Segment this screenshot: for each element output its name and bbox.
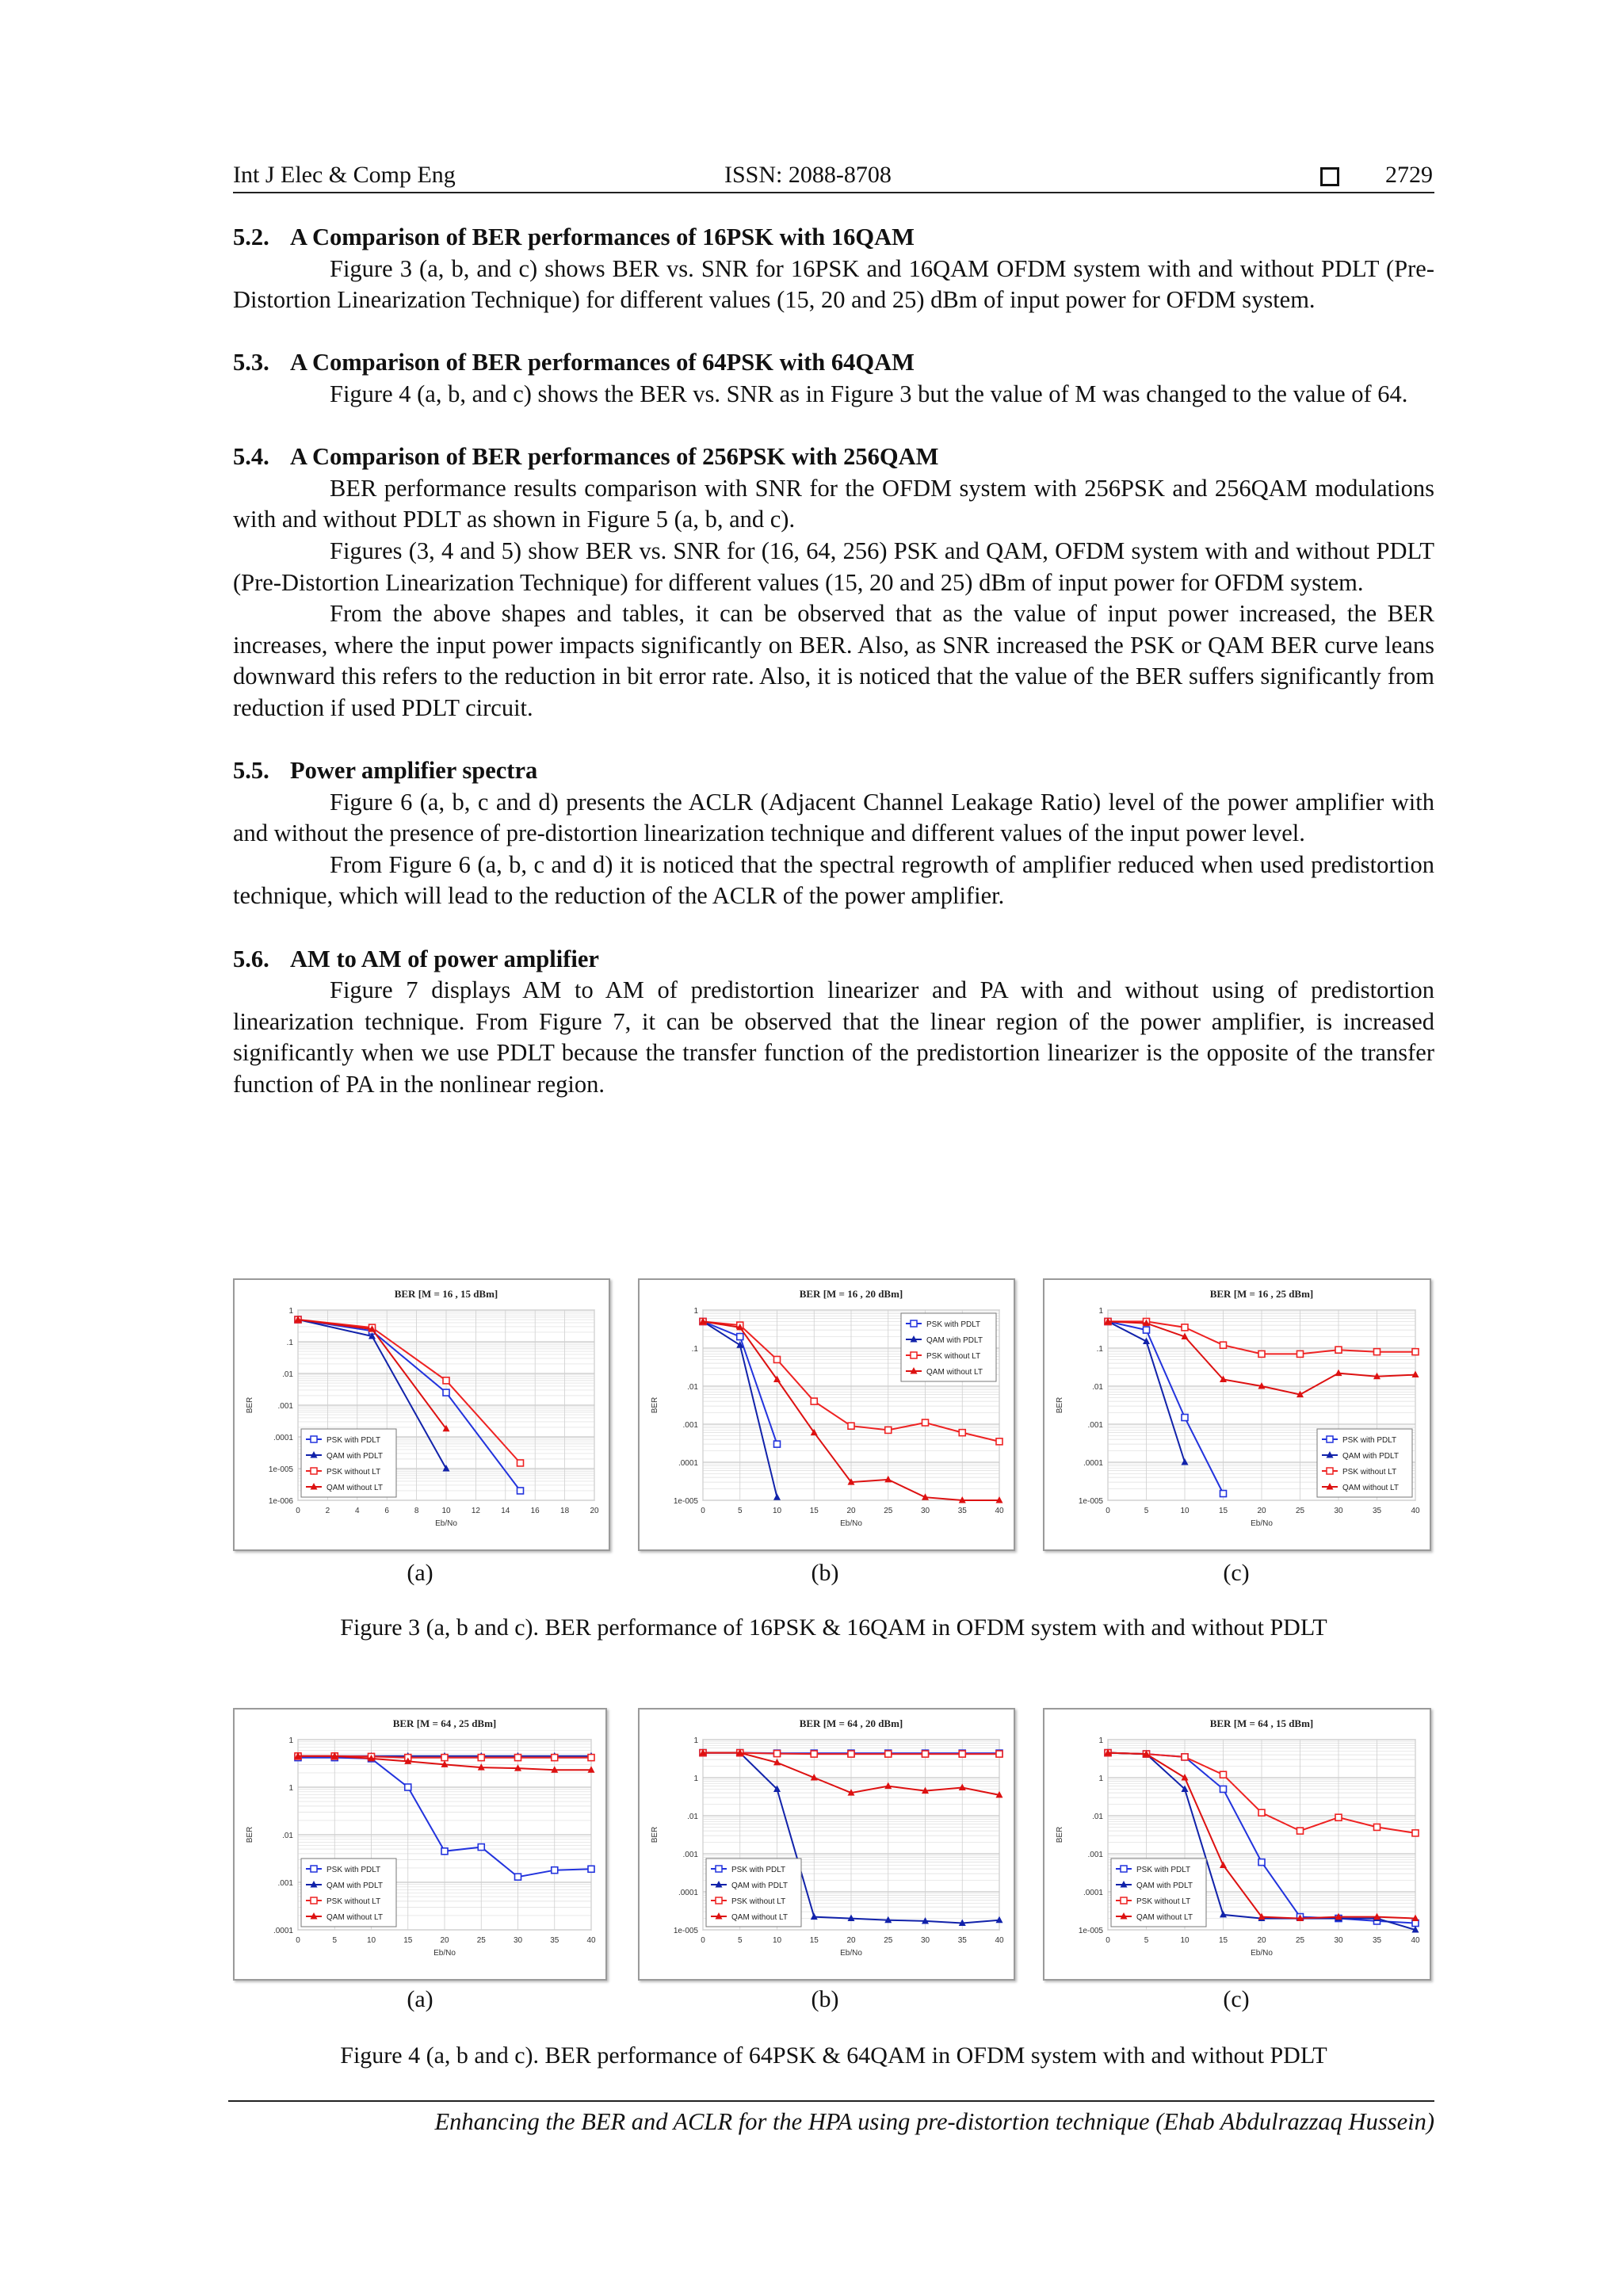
section-title: A Comparison of BER performances of 64PSK with 64QAM — [290, 349, 915, 376]
legend-marker — [1327, 1468, 1333, 1474]
section-heading — [233, 944, 1434, 976]
y-tick-label: .001 — [277, 1879, 293, 1888]
data-point — [517, 1488, 524, 1494]
x-tick-label: 10 — [772, 1936, 782, 1945]
y-tick-label: 1e-005 — [673, 1927, 698, 1935]
x-tick-label: 35 — [1372, 1936, 1382, 1945]
x-tick-label: 30 — [920, 1936, 930, 1945]
section-title: A Comparison of BER performances of 256PSK with 256QAM — [290, 443, 939, 471]
y-tick-label: .0001 — [678, 1889, 698, 1897]
y-tick-label: .001 — [682, 1851, 698, 1859]
x-tick-label: 0 — [296, 1507, 300, 1515]
paragraph: Figures (3, 4 and 5) show BER vs. SNR for (16, 64, 256) PSK and QAM, OFDM system with and without PDLT (Pre-Distortion Linearization Technique) for different values (15, 20 and 25) dBm of input power for OFDM system. — [233, 537, 1434, 596]
chart-title: BER [M = 16 , 20 dBm] — [799, 1288, 903, 1300]
data-point — [885, 1427, 892, 1433]
x-tick-label: 25 — [884, 1507, 893, 1515]
x-tick-label: 25 — [476, 1936, 486, 1945]
legend-entry: PSK with PDLT — [1342, 1436, 1397, 1445]
legend-entry: PSK with PDLT — [327, 1866, 381, 1874]
x-tick-label: 15 — [809, 1936, 819, 1945]
data-point — [1412, 1830, 1419, 1836]
chart-title: BER [M = 16 , 15 dBm] — [394, 1288, 498, 1300]
x-tick-label: 30 — [1334, 1507, 1343, 1515]
running-footer: Enhancing the BER and ACLR for the HPA using pre-distortion technique (Ehab Abdulrazzaq Hussein) — [228, 2100, 1434, 2136]
legend-marker — [716, 1897, 722, 1904]
legend-entry: QAM with PDLT — [1136, 1881, 1193, 1890]
y-tick-label: 1 — [693, 1736, 698, 1745]
legend-entry: QAM with PDLT — [1342, 1452, 1399, 1461]
x-tick-label: 25 — [1295, 1936, 1305, 1945]
y-tick-label: 1e-005 — [1078, 1497, 1103, 1506]
legend-entry: QAM without LT — [1136, 1913, 1193, 1922]
x-tick-label: 15 — [1218, 1507, 1228, 1515]
y-tick-label: .1 — [1096, 1345, 1103, 1354]
x-tick-label: 0 — [1106, 1507, 1110, 1515]
section-title: A Comparison of BER performances of 16PSK with 16QAM — [290, 223, 915, 250]
y-tick-label: 1 — [693, 1307, 698, 1316]
x-tick-label: 0 — [701, 1936, 705, 1945]
legend-entry: QAM without LT — [327, 1484, 383, 1492]
x-tick-label: 5 — [1144, 1936, 1149, 1945]
y-tick-label: .1 — [286, 1339, 293, 1347]
data-point — [443, 1377, 449, 1384]
data-point — [1182, 1754, 1188, 1760]
chart-svg — [640, 1280, 1014, 1549]
chart-title: BER [M = 64 , 25 dBm] — [392, 1717, 497, 1729]
section-number: 5.6. — [233, 945, 269, 972]
x-tick-label: 20 — [440, 1936, 449, 1945]
data-point — [441, 1848, 448, 1855]
chart-svg — [1044, 1280, 1430, 1549]
section-number: 5.3. — [233, 349, 269, 376]
y-tick-label: .001 — [277, 1402, 293, 1411]
data-point — [1182, 1324, 1188, 1331]
x-axis-label: Eb/No — [840, 1949, 862, 1958]
page-number: 2729 — [1385, 162, 1433, 188]
legend-entry: QAM with PDLT — [327, 1881, 383, 1890]
x-axis-label: Eb/No — [840, 1519, 862, 1528]
chart-title: BER [M = 16 , 25 dBm] — [1209, 1288, 1314, 1300]
x-tick-label: 5 — [737, 1936, 743, 1945]
x-tick-label: 15 — [1218, 1936, 1228, 1945]
data-point — [515, 1755, 521, 1761]
data-point — [737, 1334, 743, 1340]
x-tick-label: 4 — [355, 1507, 360, 1515]
x-tick-label: 35 — [957, 1507, 967, 1515]
y-tick-label: .01 — [282, 1370, 293, 1379]
y-tick-label: .0001 — [273, 1927, 293, 1935]
paragraph: Figure 4 (a, b, and c) shows the BER vs. SNR as in Figure 3 but the value of M was changed to the value of 64. — [330, 380, 1408, 407]
data-point — [588, 1755, 594, 1761]
x-tick-label: 25 — [884, 1936, 893, 1945]
y-tick-label: .1 — [691, 1345, 698, 1354]
chart-fig4a — [233, 1708, 607, 1981]
x-tick-label: 30 — [920, 1507, 930, 1515]
y-axis-label: BER — [246, 1396, 254, 1414]
legend-marker — [1327, 1436, 1333, 1442]
data-point — [996, 1751, 1002, 1757]
data-point — [885, 1751, 892, 1757]
figure-caption: Figure 4 (a, b and c). BER performance of 64PSK & 64QAM in OFDM system with and without PDLT — [340, 2042, 1327, 2069]
y-axis-label: BER — [651, 1826, 659, 1843]
data-point — [848, 1751, 854, 1757]
legend-entry: PSK with PDLT — [731, 1866, 786, 1874]
x-axis-label: Eb/No — [435, 1519, 457, 1528]
x-tick-label: 12 — [471, 1507, 480, 1515]
x-axis-label: Eb/No — [1251, 1949, 1273, 1958]
data-point — [959, 1430, 965, 1436]
subfigure-label: (a) — [407, 1986, 433, 2012]
x-tick-label: 20 — [846, 1936, 856, 1945]
x-tick-label: 40 — [995, 1936, 1004, 1945]
data-point — [774, 1751, 781, 1757]
y-tick-label: .0001 — [1083, 1889, 1103, 1897]
legend-entry: QAM without LT — [731, 1913, 788, 1922]
x-tick-label: 20 — [1257, 1936, 1266, 1945]
section-title: AM to AM of power amplifier — [290, 945, 599, 972]
data-point — [1182, 1415, 1188, 1421]
legend-entry: QAM without LT — [1342, 1484, 1399, 1492]
x-tick-label: 15 — [403, 1936, 413, 1945]
y-tick-label: 1e-005 — [1078, 1927, 1103, 1935]
legend-entry: QAM with PDLT — [327, 1452, 383, 1461]
y-tick-label: 1 — [288, 1784, 293, 1793]
y-tick-label: .0001 — [678, 1459, 698, 1468]
y-axis-label: BER — [651, 1396, 659, 1414]
y-tick-label: .001 — [682, 1421, 698, 1430]
paragraph: Figure 6 (a, b, c and d) presents the ACLR (Adjacent Channel Leakage Ratio) level of the power amplifier with and without the presence of pre-distortion linearization technique and different values of the input power level. — [233, 788, 1434, 847]
data-point — [1335, 1347, 1342, 1353]
paragraph: From Figure 6 (a, b, c and d) it is noticed that the spectral regrowth of amplifier reduced when used predistortion technique, which will lead to the reduction of the ACLR of the power amplifier. — [233, 850, 1434, 910]
data-point — [443, 1389, 449, 1396]
section-heading — [233, 755, 1434, 787]
y-tick-label: 1e-005 — [268, 1465, 293, 1474]
x-tick-label: 5 — [1144, 1507, 1149, 1515]
x-tick-label: 8 — [414, 1507, 419, 1515]
section-title: Power amplifier spectra — [290, 757, 538, 785]
data-point — [811, 1751, 817, 1757]
y-tick-label: .01 — [1092, 1813, 1103, 1821]
x-tick-label: 20 — [590, 1507, 599, 1515]
data-point — [1258, 1859, 1265, 1866]
legend-marker — [311, 1468, 317, 1474]
chart-svg — [640, 1710, 1014, 1979]
y-tick-label: 1e-006 — [268, 1497, 293, 1506]
data-point — [1220, 1491, 1227, 1497]
chart-svg — [235, 1710, 605, 1979]
data-point — [959, 1751, 965, 1757]
legend-marker — [1121, 1866, 1127, 1872]
legend-entry: PSK without LT — [1136, 1897, 1191, 1906]
legend-marker — [311, 1436, 317, 1442]
data-point — [515, 1874, 521, 1880]
subfigure-label: (b) — [811, 1986, 839, 2012]
x-tick-label: 35 — [957, 1936, 967, 1945]
x-tick-label: 10 — [1180, 1936, 1190, 1945]
legend-marker — [311, 1897, 317, 1904]
x-tick-label: 35 — [550, 1936, 559, 1945]
data-point — [1144, 1327, 1150, 1333]
y-axis-label: BER — [1056, 1396, 1064, 1414]
data-point — [1412, 1349, 1419, 1355]
y-tick-label: .01 — [1092, 1383, 1103, 1392]
legend-entry: QAM without LT — [327, 1913, 383, 1922]
section-number: 5.5. — [233, 757, 269, 785]
y-tick-label: 1 — [693, 1775, 698, 1783]
x-tick-label: 0 — [1106, 1936, 1110, 1945]
legend-entry: QAM with PDLT — [731, 1881, 788, 1890]
legend-entry: PSK without LT — [1342, 1468, 1397, 1477]
body-text — [233, 222, 1434, 1101]
chart-fig3a — [233, 1278, 610, 1551]
x-tick-label: 40 — [586, 1936, 596, 1945]
legend-marker — [911, 1320, 917, 1327]
x-tick-label: 6 — [384, 1507, 389, 1515]
data-point — [517, 1460, 524, 1466]
y-axis-label: BER — [1056, 1826, 1064, 1843]
x-tick-label: 35 — [1372, 1507, 1382, 1515]
x-tick-label: 2 — [325, 1507, 330, 1515]
x-tick-label: 10 — [366, 1936, 376, 1945]
data-point — [774, 1441, 781, 1447]
data-point — [441, 1755, 448, 1761]
x-tick-label: 30 — [1334, 1936, 1343, 1945]
data-point — [478, 1844, 484, 1851]
data-point — [922, 1419, 929, 1426]
figure-caption: Figure 3 (a, b and c). BER performance of 16PSK & 16QAM in OFDM system with and without PDLT — [340, 1614, 1327, 1641]
x-axis-label: Eb/No — [1251, 1519, 1273, 1528]
x-tick-label: 30 — [513, 1936, 523, 1945]
y-tick-label: .001 — [1087, 1851, 1103, 1859]
subfigure-label: (c) — [1223, 1560, 1250, 1586]
y-tick-label: .01 — [282, 1832, 293, 1840]
x-tick-label: 20 — [846, 1507, 856, 1515]
data-point — [1258, 1350, 1265, 1357]
y-tick-label: .01 — [687, 1383, 698, 1392]
data-point — [1297, 1828, 1304, 1834]
legend-entry: QAM with PDLT — [926, 1336, 983, 1345]
x-tick-label: 0 — [296, 1936, 300, 1945]
legend-entry: PSK with PDLT — [1136, 1866, 1191, 1874]
data-point — [1258, 1809, 1265, 1816]
legend-marker — [911, 1352, 917, 1358]
chart-title: BER [M = 64 , 15 dBm] — [1209, 1717, 1314, 1729]
data-point — [1374, 1824, 1381, 1830]
section-heading — [233, 441, 1434, 473]
data-point — [922, 1751, 929, 1757]
y-tick-label: 1 — [288, 1307, 293, 1316]
y-tick-label: .0001 — [1083, 1459, 1103, 1468]
x-axis-label: Eb/No — [433, 1949, 456, 1958]
x-tick-label: 5 — [332, 1936, 338, 1945]
data-point — [552, 1755, 558, 1761]
x-tick-label: 0 — [701, 1507, 705, 1515]
paragraph: BER performance results comparison with SNR for the OFDM system with 256PSK and 256QAM modulations with and without PDLT as shown in Figure 5 (a, b, and c). — [233, 474, 1434, 533]
legend-entry: PSK without LT — [731, 1897, 786, 1906]
data-point — [1374, 1349, 1381, 1355]
paragraph: Figure 7 displays AM to AM of predistortion linearizer and PA with and without using of predistortion linearization technique. From Figure 7, it can be observed that the linear region of the power amplifier, is increased significantly when we use PDLT because the transfer function of the predistortion linearizer is the opposite of the transfer function of PA in the nonlinear region. — [233, 976, 1434, 1098]
x-tick-label: 10 — [441, 1507, 451, 1515]
x-tick-label: 40 — [1411, 1507, 1420, 1515]
y-tick-label: 1 — [1098, 1775, 1103, 1783]
y-tick-label: .0001 — [273, 1434, 293, 1442]
x-tick-label: 18 — [560, 1507, 570, 1515]
chart-fig3b — [638, 1278, 1015, 1551]
x-tick-label: 25 — [1295, 1507, 1305, 1515]
legend-entry: PSK with PDLT — [926, 1320, 981, 1329]
data-point — [478, 1755, 484, 1761]
legend-marker — [311, 1866, 317, 1872]
data-point — [1297, 1350, 1304, 1357]
subfigure-label: (b) — [811, 1560, 839, 1586]
x-tick-label: 20 — [1257, 1507, 1266, 1515]
data-point — [552, 1867, 558, 1874]
data-point — [1220, 1771, 1227, 1778]
running-header — [233, 155, 1434, 193]
journal-name: Int J Elec & Comp Eng — [233, 162, 456, 188]
chart-fig4b — [638, 1708, 1015, 1981]
legend-entry: PSK with PDLT — [327, 1436, 381, 1445]
y-tick-label: 1 — [1098, 1307, 1103, 1316]
data-point — [848, 1423, 854, 1429]
x-tick-label: 40 — [1411, 1936, 1420, 1945]
chart-svg — [1044, 1710, 1430, 1979]
data-point — [588, 1866, 594, 1872]
data-point — [1220, 1786, 1227, 1792]
chart-svg — [235, 1280, 609, 1549]
subfigure-label: (c) — [1223, 1986, 1250, 2012]
x-tick-label: 10 — [772, 1507, 782, 1515]
section-heading — [233, 222, 1434, 254]
chart-title: BER [M = 64 , 20 dBm] — [799, 1717, 903, 1729]
section-heading — [233, 347, 1434, 379]
checkbox-square-icon — [1320, 167, 1339, 186]
y-tick-label: 1 — [1098, 1736, 1103, 1745]
paragraph: Figure 3 (a, b, and c) shows BER vs. SNR for 16PSK and 16QAM OFDM system with and without PDLT (Pre-Distortion Linearization Technique) for different values (15, 20 and 25) dBm of input power for OFDM system. — [233, 254, 1434, 314]
data-point — [811, 1398, 817, 1404]
y-tick-label: .01 — [687, 1813, 698, 1821]
section-number: 5.4. — [233, 443, 269, 471]
legend-entry: PSK without LT — [327, 1897, 381, 1906]
data-point — [996, 1438, 1002, 1445]
y-tick-label: 1e-005 — [673, 1497, 698, 1506]
legend-marker — [716, 1866, 722, 1872]
chart-fig3c — [1043, 1278, 1431, 1551]
y-axis-label: BER — [246, 1826, 254, 1843]
legend-marker — [1121, 1897, 1127, 1904]
y-tick-label: .001 — [1087, 1421, 1103, 1430]
data-point — [405, 1784, 411, 1790]
data-point — [774, 1356, 781, 1362]
x-tick-label: 14 — [501, 1507, 510, 1515]
subfigure-label: (a) — [407, 1560, 433, 1586]
paragraph: From the above shapes and tables, it can be observed that as the value of input power increased, the BER increases, where the input power impacts significantly on BER. Also, as SNR increased the PSK or QAM BER curve leans downward this refers to the reduction in bit error rate. Also, it is noticed that the value of the BER suffers significantly from reduction if used PDLT circuit. — [233, 600, 1434, 721]
x-tick-label: 10 — [1180, 1507, 1190, 1515]
data-point — [1335, 1814, 1342, 1820]
data-point — [1220, 1342, 1227, 1348]
x-tick-label: 5 — [737, 1507, 743, 1515]
x-tick-label: 16 — [530, 1507, 540, 1515]
x-tick-label: 15 — [809, 1507, 819, 1515]
y-tick-label: 1 — [288, 1736, 293, 1745]
section-number: 5.2. — [233, 223, 269, 250]
x-tick-label: 40 — [995, 1507, 1004, 1515]
legend-entry: PSK without LT — [327, 1468, 381, 1477]
legend-entry: PSK without LT — [926, 1352, 981, 1361]
issn: ISSN: 2088-8708 — [724, 162, 892, 188]
chart-fig4c — [1043, 1708, 1431, 1981]
legend-entry: QAM without LT — [926, 1368, 983, 1377]
